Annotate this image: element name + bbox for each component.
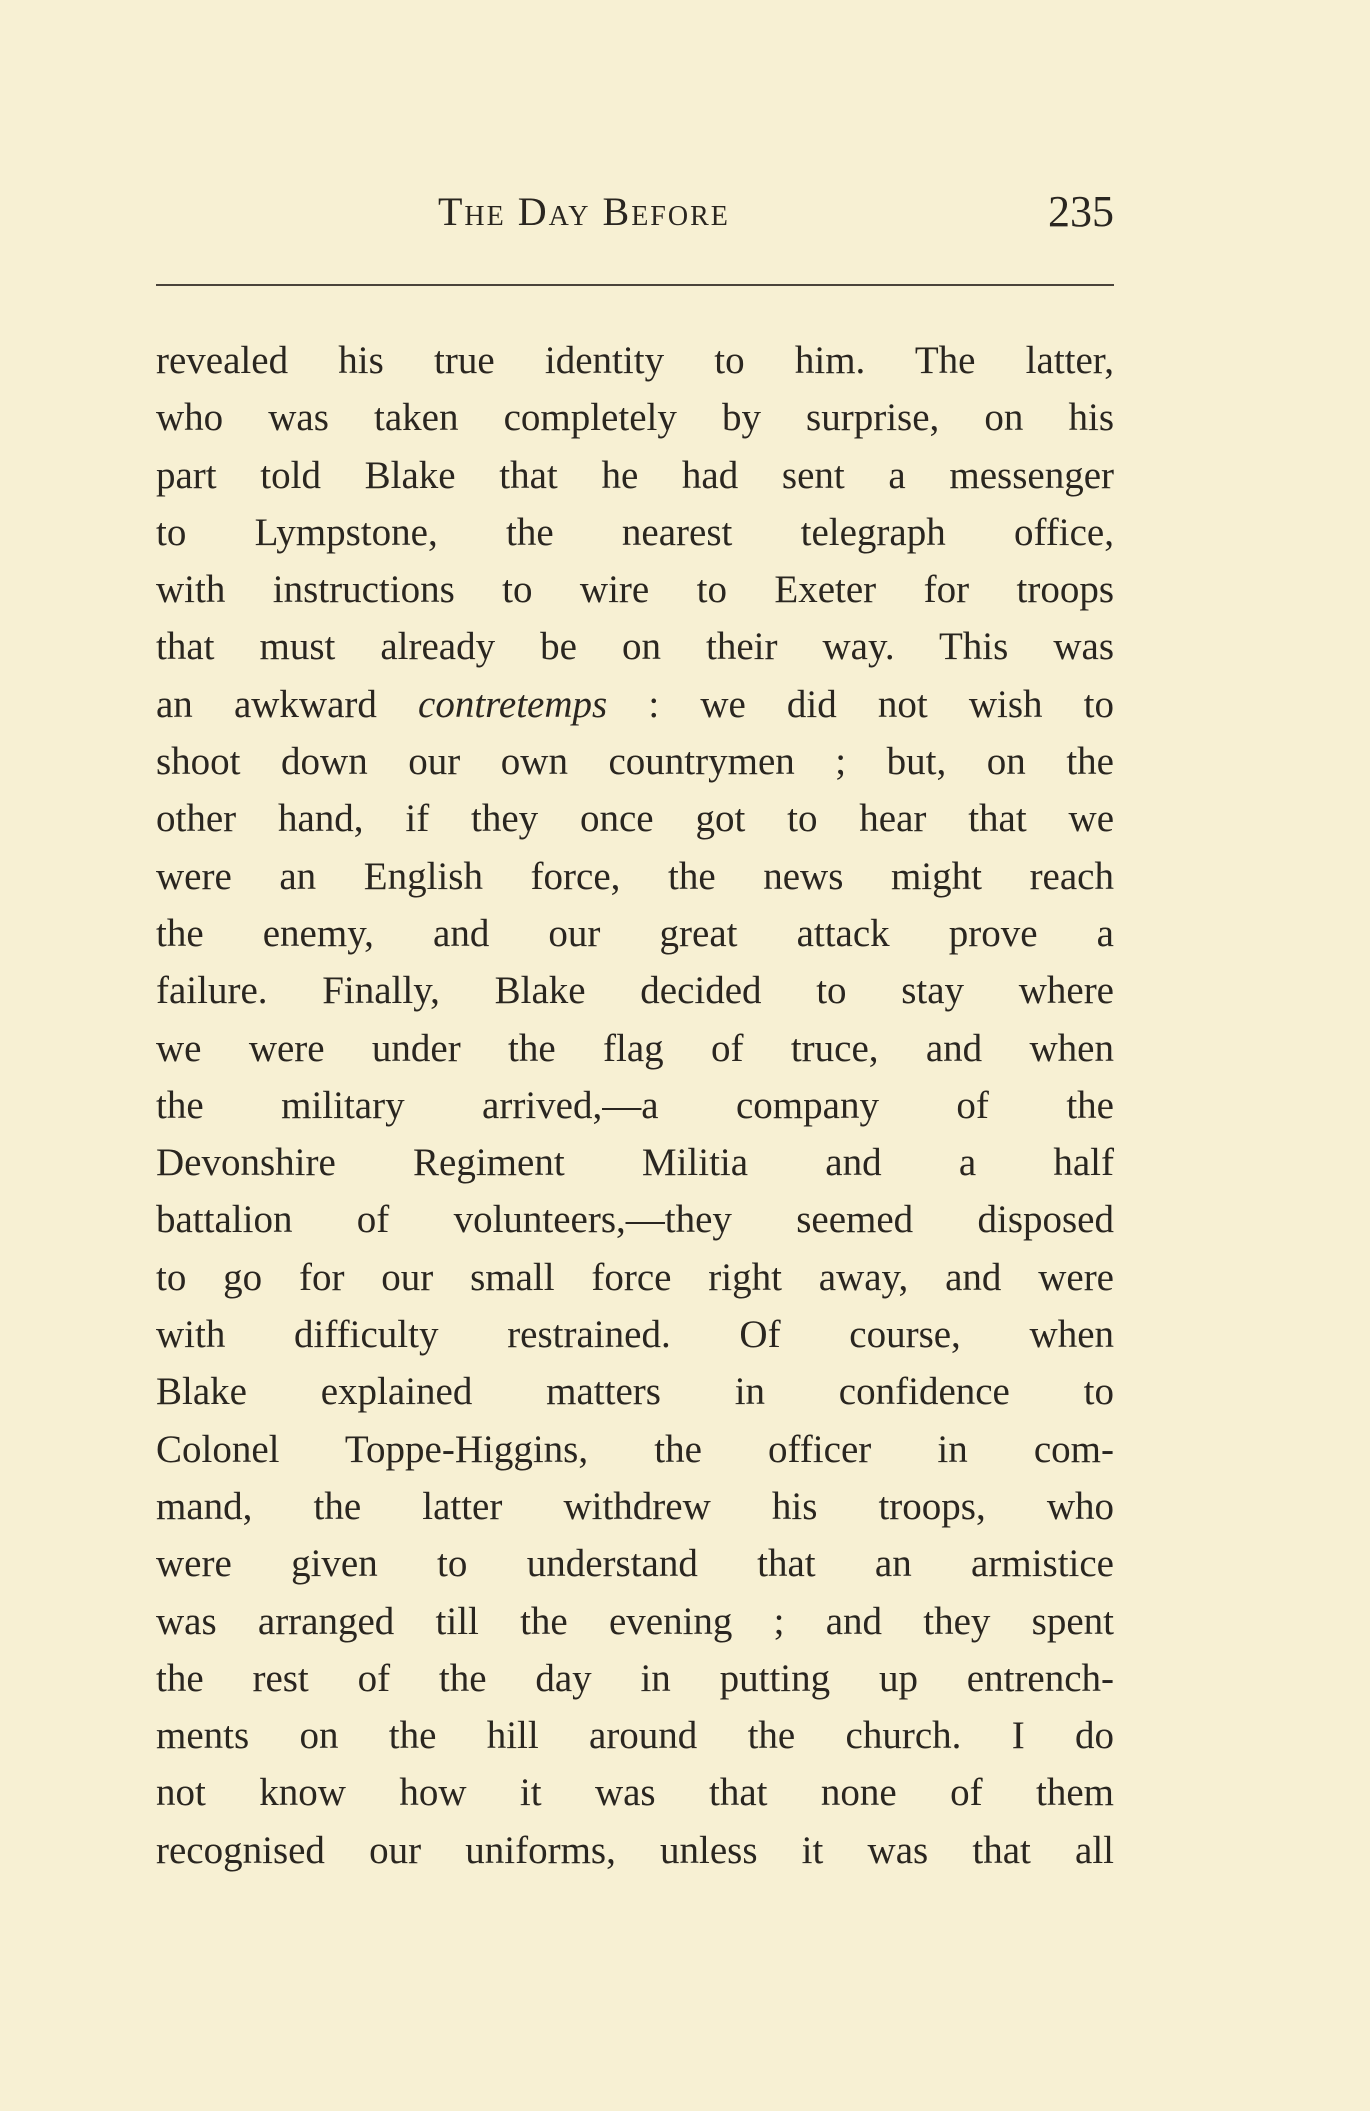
text-line: that must already be on their way. This was xyxy=(156,625,1114,669)
text-line: shoot down our own countrymen ; but, on the xyxy=(156,740,1114,784)
text-segment: an awkward xyxy=(156,682,377,726)
text-line: to go for our small force right away, and were xyxy=(156,1255,1114,1299)
text-line: ments on the hill around the church. I do xyxy=(156,1714,1114,1758)
text-line: Blake explained matters in confidence to xyxy=(156,1370,1114,1414)
text-line: mand, the latter withdrew his troops, who xyxy=(156,1484,1114,1528)
text-line: who was taken completely by surprise, on his xyxy=(156,396,1114,440)
page-number: 235 xyxy=(1048,187,1114,236)
text-line: were an English force, the news might reach xyxy=(156,854,1114,898)
text-line: the rest of the day in putting up entrench- xyxy=(156,1656,1114,1700)
text-line: the military arrived,—a company of the xyxy=(156,1083,1114,1127)
text-line: Devonshire Regiment Militia and a half xyxy=(156,1141,1114,1185)
header-rule xyxy=(156,284,1114,286)
text-line: with difficulty restrained. Of course, when xyxy=(156,1313,1114,1357)
page-header xyxy=(156,188,1114,248)
text-line: Colonel Toppe-Higgins, the officer in com- xyxy=(156,1427,1114,1471)
text-line-with-italic xyxy=(156,676,1114,733)
text-line: other hand, if they once got to hear that we xyxy=(156,797,1114,841)
text-line: the enemy, and our great attack prove a xyxy=(156,911,1114,955)
text-line: were given to understand that an armistice xyxy=(156,1542,1114,1586)
text-line: battalion of volunteers,—they seemed disposed xyxy=(156,1198,1114,1242)
text-line: was arranged till the evening ; and they spent xyxy=(156,1599,1114,1643)
body-text xyxy=(156,332,1114,1879)
text-line: we were under the flag of truce, and when xyxy=(156,1026,1114,1070)
text-segment: : we did not wish to xyxy=(648,682,1115,726)
text-line: recognised our uniforms, unless it was that all xyxy=(156,1828,1114,1872)
text-line: not know how it was that none of them xyxy=(156,1771,1114,1815)
text-line: to Lympstone, the nearest telegraph office, xyxy=(156,510,1114,554)
text-line: revealed his true identity to him. The latter, xyxy=(156,339,1114,382)
italic-term: contretemps xyxy=(418,682,608,726)
text-line: with instructions to wire to Exeter for troops xyxy=(156,568,1114,612)
text-line: failure. Finally, Blake decided to stay where xyxy=(156,969,1114,1013)
text-line: part told Blake that he had sent a messenger xyxy=(156,453,1114,497)
running-title: The Day Before xyxy=(438,189,730,234)
